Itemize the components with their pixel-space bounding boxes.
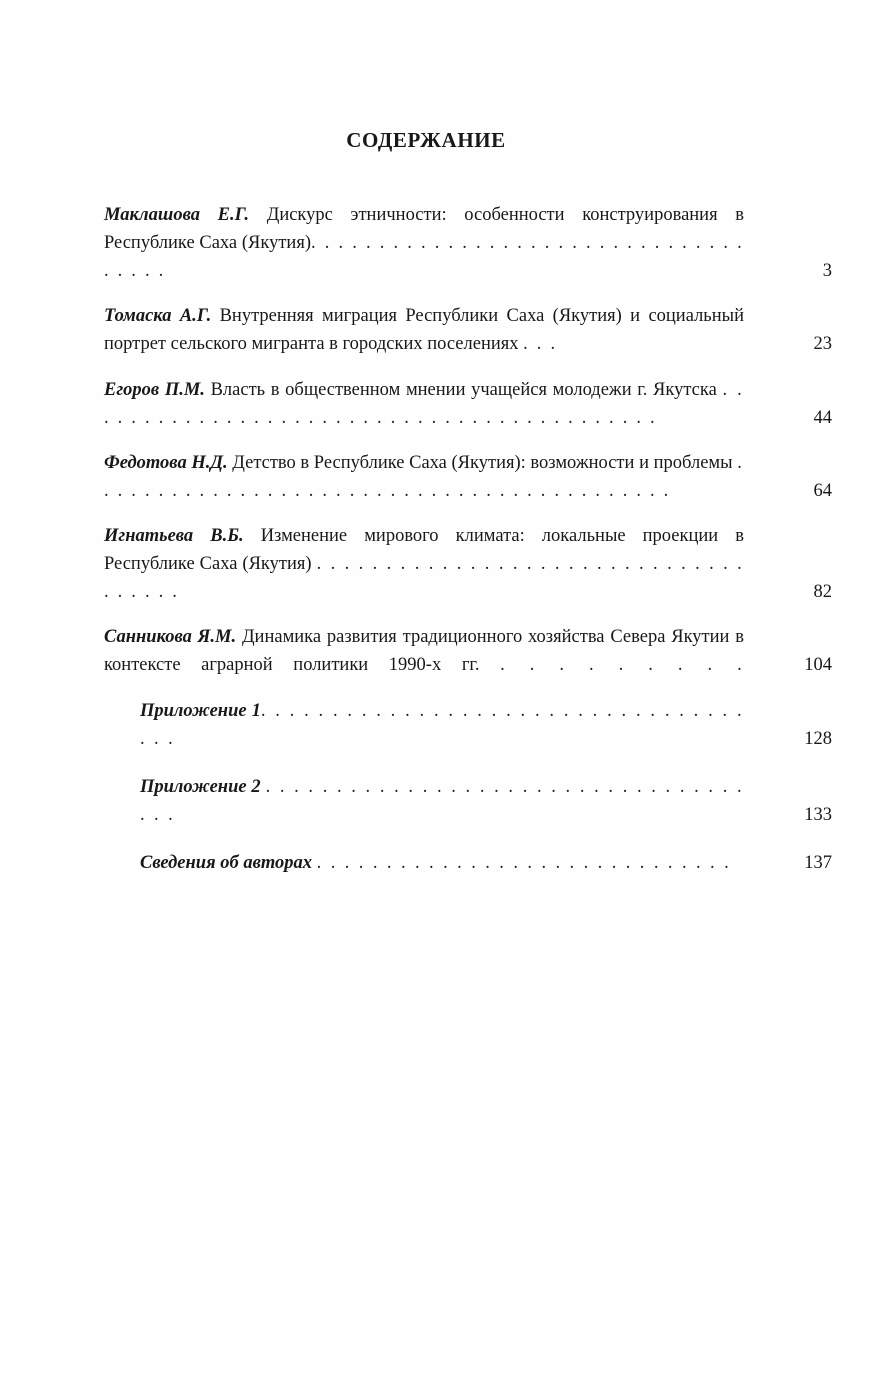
toc-entry[interactable]: [104, 201, 832, 285]
toc-appendix-label: Сведения об авторах: [140, 852, 313, 873]
leader-dots: . . . . . . . . .: [500, 655, 744, 676]
toc-appendix-page: 128: [804, 728, 832, 749]
toc-entry-text: [104, 623, 832, 679]
toc-entry[interactable]: [104, 376, 832, 432]
toc-appendix-entry[interactable]: [104, 773, 832, 829]
toc-entry-text: [104, 522, 832, 606]
leader-dots: . . . . . . . . . . . . . . . . . . . . . . . . . . . . . . . . . . . . .: [140, 700, 744, 749]
toc-appendix-entry[interactable]: [104, 697, 832, 753]
toc-appendix-page: 133: [804, 804, 832, 825]
toc-entry-author: Санникова Я.М.: [104, 627, 237, 648]
toc-entry-page: 64: [813, 480, 832, 501]
toc-appendix-label: Приложение 1: [140, 700, 261, 721]
leader-dots: . . . . . . . . . . . . . . . . . . . . . . . . . . . . . . . . . . . . .: [104, 554, 745, 603]
leader-dots: . . . . . . . . . . . . . . . . . . . . . . . . . . . . . . . . . . . . .: [140, 776, 745, 825]
toc-entry-title: Дискурс этничности: особенности конструирования в Республике Саха (Якутия): [104, 205, 744, 254]
toc-entry-page: 23: [813, 334, 832, 355]
toc-entry-author: Федотова Н.Д.: [104, 452, 228, 473]
toc-entry-page: 82: [813, 582, 832, 603]
toc-entry-title: Изменение мирового климата: локальные проекции в Республике Саха (Якутия): [104, 525, 744, 575]
toc-entry[interactable]: [104, 449, 832, 505]
toc-entry-text: [104, 449, 832, 505]
toc-entry[interactable]: [104, 522, 832, 606]
toc-entry[interactable]: [104, 623, 832, 679]
toc-entry-text: [104, 302, 832, 358]
toc-entry[interactable]: [104, 302, 832, 358]
toc-entry-author: Егоров П.М.: [104, 379, 205, 400]
toc-appendix-label: Приложение 2: [140, 776, 261, 797]
leader-dots: . . . . . . . . . . . . . . . . . . . . . . . . . . . . . . . . . . . . .: [104, 233, 744, 282]
toc-entry-author: Томаска А.Г.: [104, 306, 212, 327]
leader-dots: . . . . . . . . . . . . . . . . . . . . . . . . . . . . . . . . . . . . . . . . . . .: [104, 379, 744, 428]
toc-entry-text: [104, 376, 832, 432]
leader-dots: . . . . . . . . . . . . . . . . . . . . . . . . . . . . . . . . . . . . . . . . . . .: [104, 452, 745, 501]
toc-entry-page: 3: [822, 261, 832, 282]
toc-appendix-text: [140, 849, 832, 877]
toc-entry-title: Детство в Республике Саха (Якутия): возможности и проблемы: [227, 452, 733, 473]
toc-entry-author: Игнатьева В.Б.: [104, 525, 244, 546]
toc-entry-text: [104, 201, 832, 285]
toc-appendix-text: [140, 773, 832, 829]
toc-entry-title: Внутренняя миграция Республики Саха (Якутия) и социальный портрет сельского мигранта в городских поселениях: [104, 306, 744, 355]
toc-entry-author: Маклашова Е.Г.: [104, 205, 250, 225]
toc-entry-page: 44: [813, 407, 832, 428]
toc-appendix-page: 137: [804, 852, 832, 873]
toc-entry-title: Власть в общественном мнении учащейся молодежи г. Якутска: [204, 379, 717, 400]
toc-entry-page: 104: [804, 655, 832, 676]
table-of-contents: [104, 128, 832, 897]
leader-dots: . . .: [523, 334, 558, 355]
leader-dots: . . . . . . . . . . . . . . . . . . . . . . . . . . . . . .: [316, 852, 732, 873]
toc-entry-title: Динамика развития традиционного хозяйства Севера Якутии в контексте аграрной политики 1990-х гг.: [104, 627, 744, 676]
page-title: СОДЕРЖАНИЕ: [346, 128, 506, 152]
toc-appendix-entry[interactable]: [104, 849, 832, 877]
toc-appendix-text: [140, 697, 832, 753]
